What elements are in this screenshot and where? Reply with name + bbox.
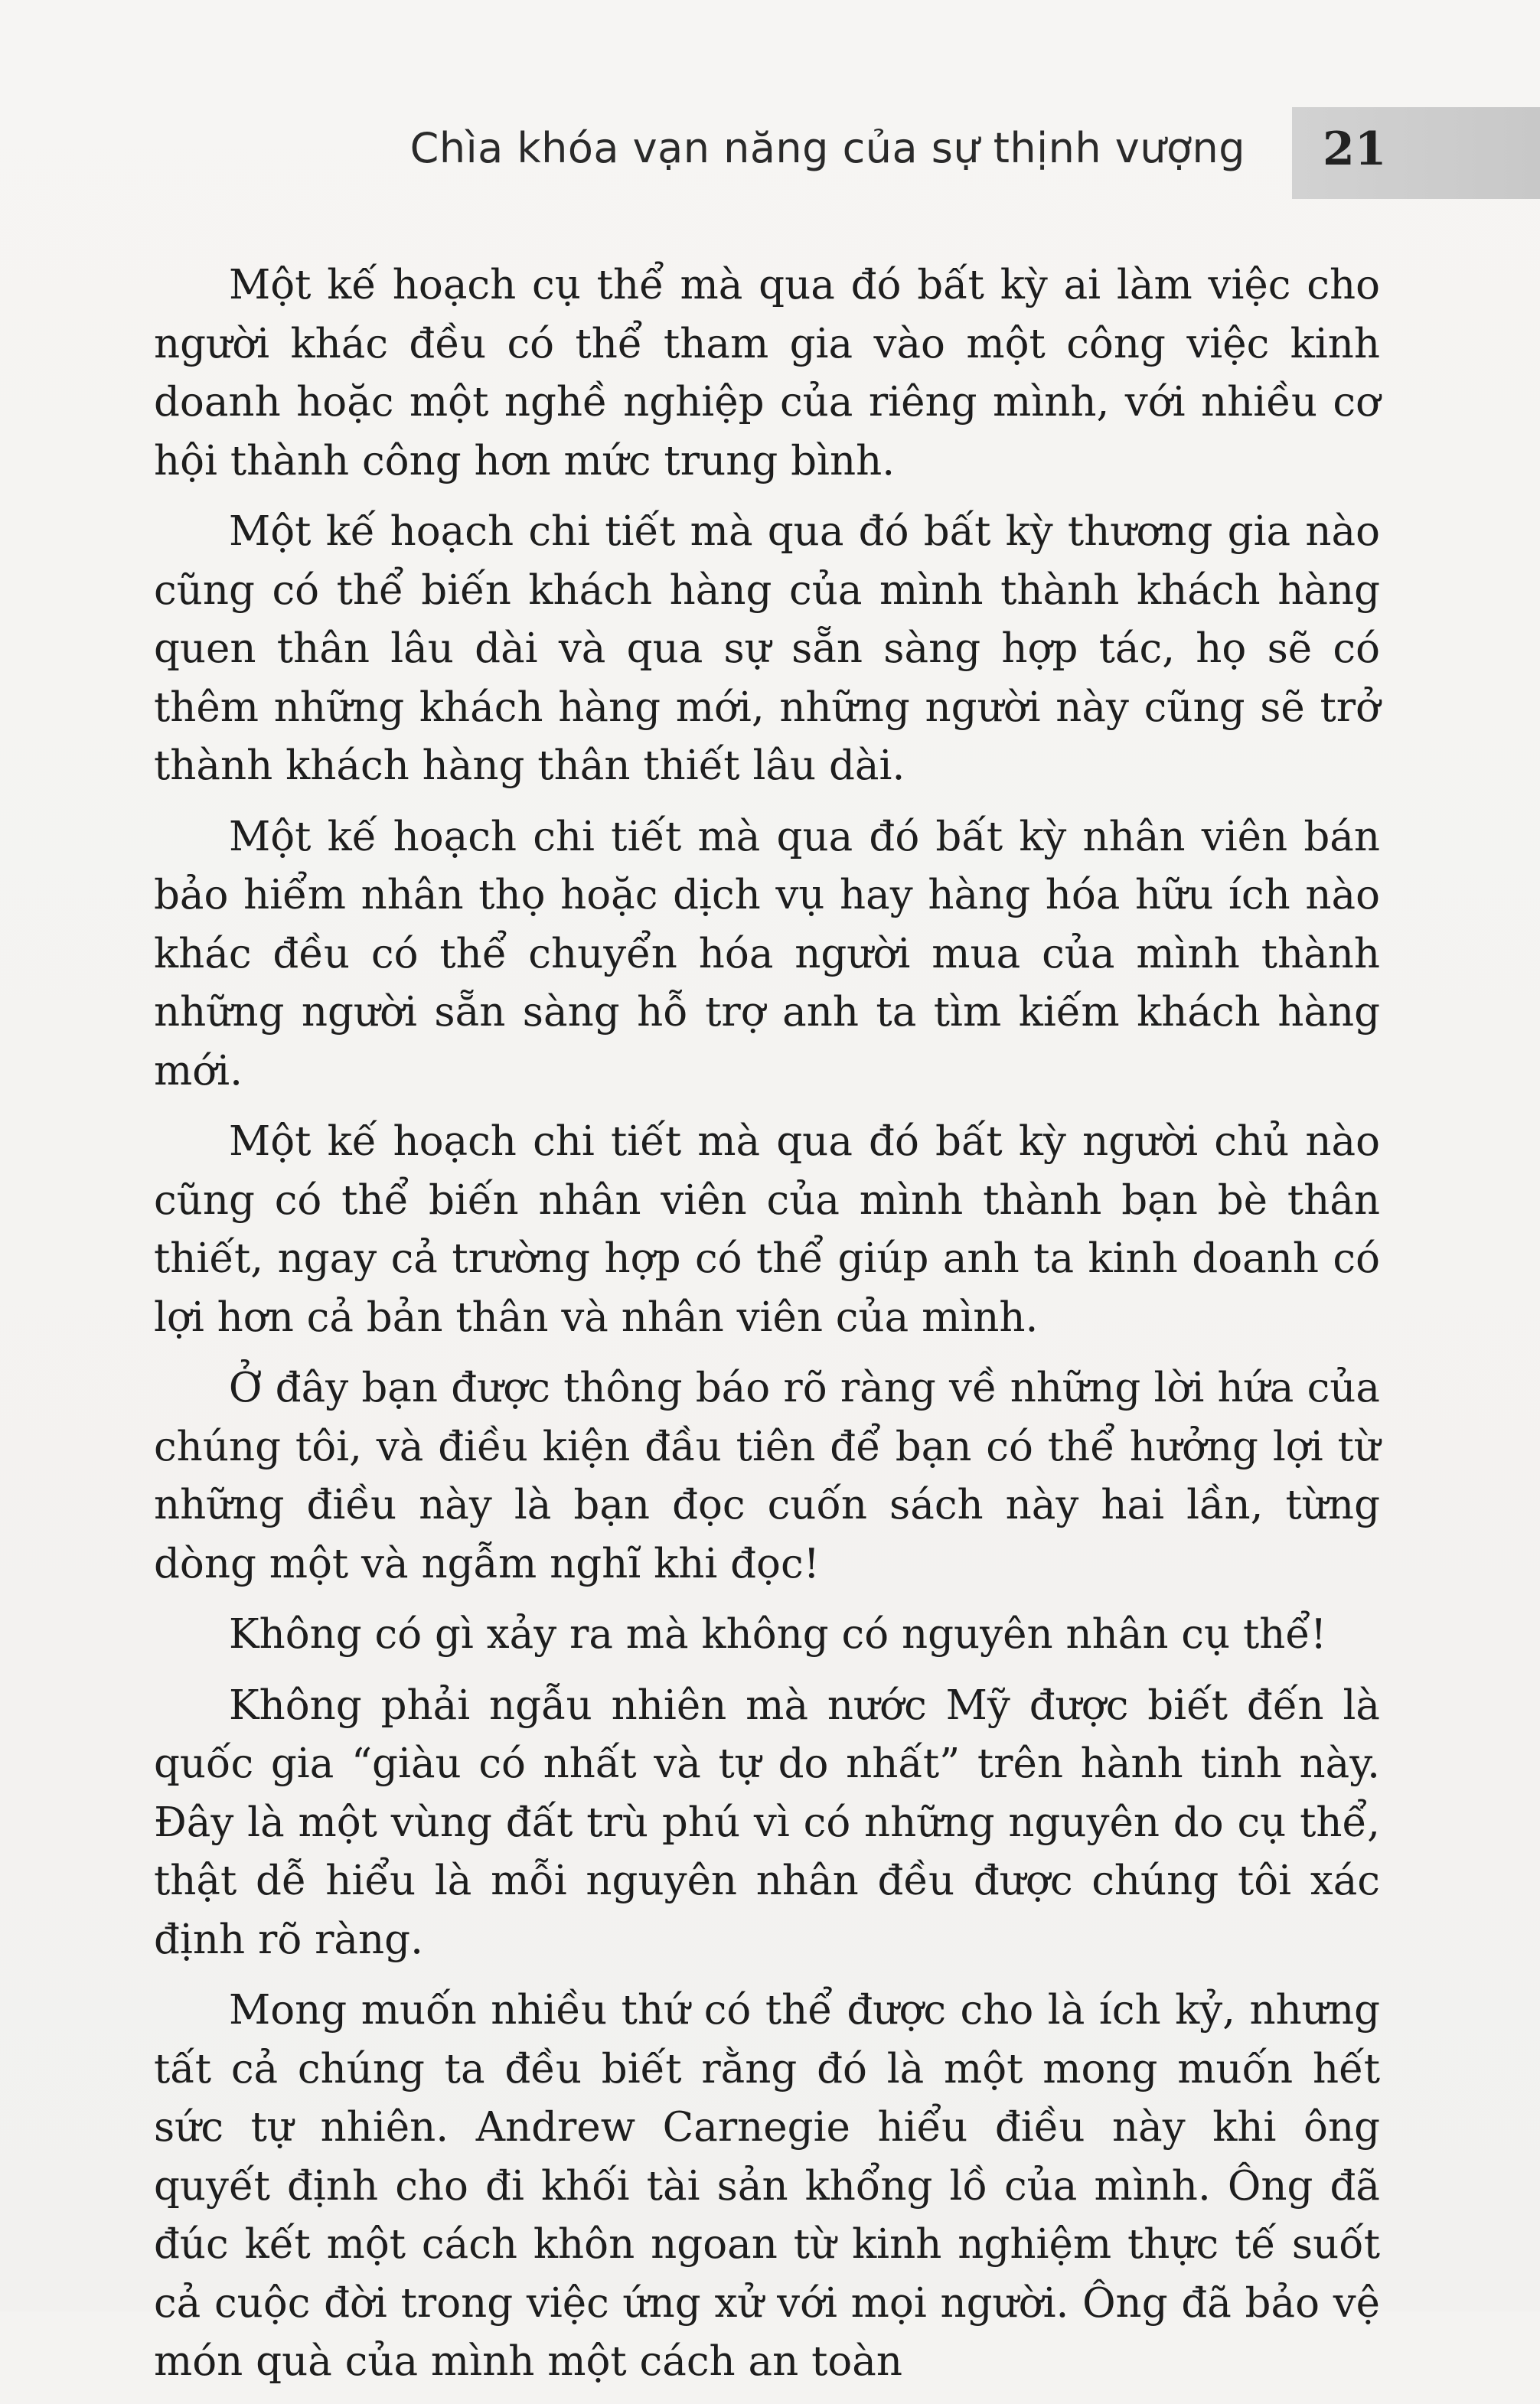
page-number: 21 — [1323, 122, 1387, 176]
paragraph: Một kế hoạch chi tiết mà qua đó bất kỳ thương gia nào cũng có thể biến khách hàng của mình thành khách hàng quen thân lâu dài và qua sự sẵn sàng hợp tác, họ sẽ có thêm những khách hàng mới, những người này cũng sẽ trở thành khách hàng thân thiết lâu dài. — [154, 508, 1380, 789]
paragraph: Một kế hoạch chi tiết mà qua đó bất kỳ người chủ nào cũng có thể biến nhân viên của mình thành bạn bè thân thiết, ngay cả trường hợp có thể giúp anh ta kinh doanh có lợi hơn cả bản thân và nhân viên của mình. — [154, 1118, 1380, 1341]
body-text — [154, 256, 1380, 2404]
paragraph: Một kế hoạch cụ thể mà qua đó bất kỳ ai làm việc cho người khác đều có thể tham gia vào một công việc kinh doanh hoặc một nghề nghiệp của riêng mình, với nhiều cơ hội thành công hơn mức trung bình. — [154, 262, 1380, 484]
running-title: Chìa khóa vạn năng của sự thịnh vượng — [409, 124, 1245, 172]
page-number-tab — [1292, 107, 1540, 199]
paragraph: Mong muốn nhiều thứ có thể được cho là ích kỷ, nhưng tất cả chúng ta đều biết rằng đó là một mong muốn hết sức tự nhiên. Andrew Carnegie hiểu điều này khi ông quyết định cho đi khối tài sản khổng lồ của mình. Ông đã đúc kết một cách khôn ngoan từ kinh nghiệm thực tế suốt cả cuộc đời trong việc ứng xử với mọi người. Ông đã bảo vệ món quà của mình một cách an toàn — [154, 1987, 1380, 2385]
paragraph: Một kế hoạch chi tiết mà qua đó bất kỳ nhân viên bán bảo hiểm nhân thọ hoặc dịch vụ hay hàng hóa hữu ích nào khác đều có thể chuyển hóa người mua của mình thành những người sẵn sàng hỗ trợ anh ta tìm kiếm khách hàng mới. — [154, 813, 1380, 1094]
paragraph: Không có gì xảy ra mà không có nguyên nhân cụ thể! — [229, 1611, 1327, 1658]
paragraph: Không phải ngẫu nhiên mà nước Mỹ được biết đến là quốc gia “giàu có nhất và tự do nhất” trên hành tinh này. Đây là một vùng đất trù phú vì có những nguyên do cụ thể, thật dễ hiểu là mỗi nguyên nhân đều được chúng tôi xác định rõ ràng. — [154, 1681, 1380, 1963]
paragraph: Ở đây bạn được thông báo rõ ràng về những lời hứa của chúng tôi, và điều kiện đầu tiên để bạn có thể hưởng lợi từ những điều này là bạn đọc cuốn sách này hai lần, từng dòng một và ngẫm nghĩ khi đọc! — [154, 1365, 1380, 1587]
page-header — [0, 107, 1540, 199]
